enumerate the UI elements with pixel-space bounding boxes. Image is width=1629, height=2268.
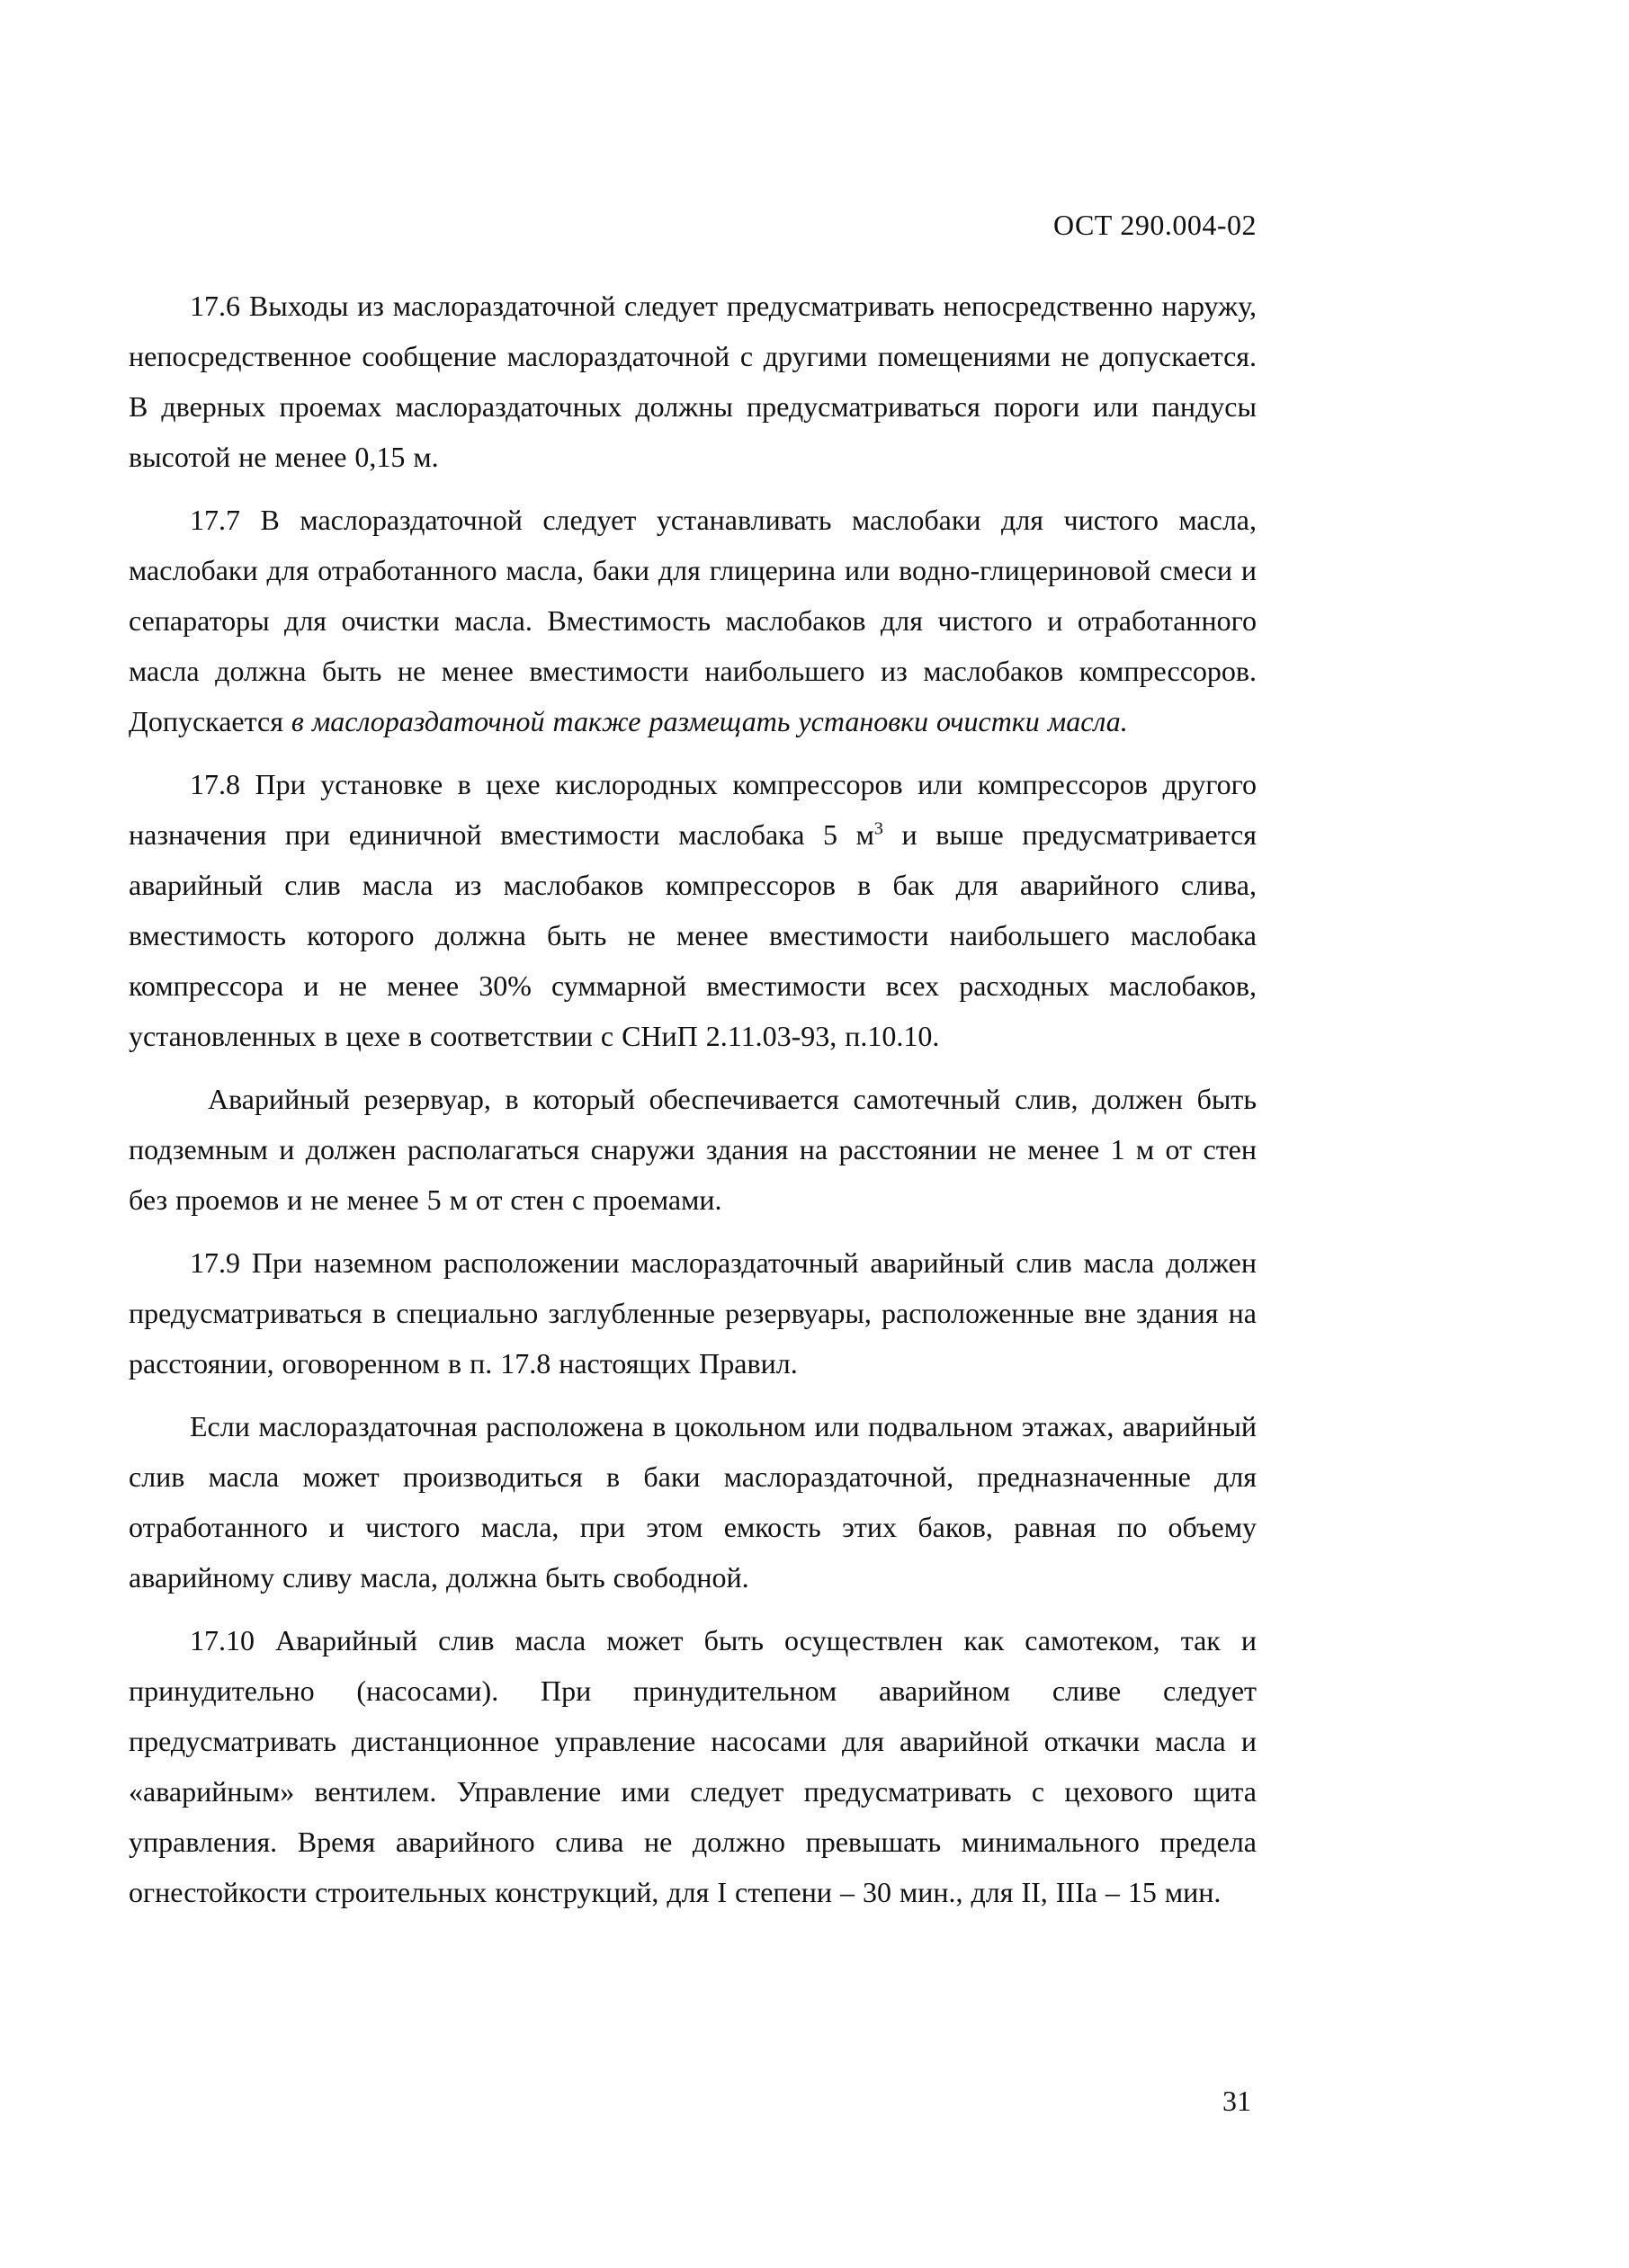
cubic-superscript: 3: [873, 818, 883, 839]
paragraph-17-10: 17.10 Аварийный слив масла может быть осуществлен как самотеком, так и принудительно (насосами). При принудительном аварийном сливе следует предусматривать дистанционное управление насосами для аварийной откачки масла и «аварийным» вентилем. Управление ими следует предусматривать с цехового щита управления. Время аварийного слива не должно превышать минимального предела огнестойкости строительных конструкций, для I степени – 30 мин., для II, IIIa – 15 мин.: [129, 1624, 1257, 1908]
paragraph-17-7-main-text: 17.7 В маслораздаточной следует устанавливать маслобаки для чистого масла, маслобаки для отработанного масла, баки для глицерина или водно-глицериновой смеси и сепараторы для очистки масла. Вместимость маслобаков для чистого и отработанного масла должна быть не менее вместимости наибольшего из маслобаков компрессоров. Допускается: [129, 504, 1257, 737]
paragraph-17-7-emphasis-text: в маслораздаточной также размещать установки очистки масла.: [291, 705, 1128, 737]
paragraph-17-7: [129, 495, 1257, 746]
paragraph-17-8: [129, 759, 1257, 1061]
paragraph-basement-drain: Если маслораздаточная расположена в цокольном или подвальном этажах, аварийный слив масла может производиться в баки маслораздаточной, предназначенные для отработанного и чистого масла, при этом емкость этих баков, равная по объему аварийному сливу масла, должна быть свободной.: [129, 1410, 1257, 1594]
paragraph-17-8-text-after-superscript: и выше предусматривается аварийный слив масла из маслобаков компрессоров в бак для аварийного слива, вместимость которого должна быть не менее вместимости наибольшего маслобака компрессора и не менее 30% суммарной вместимости всех расходных маслобаков, установленных в цехе в соответствии с СНиП 2.11.03-93, п.10.10.: [129, 818, 1258, 1052]
document-code: ОСТ 290.004-02: [1052, 209, 1257, 241]
paragraph-emergency-reservoir: Аварийный резервуар, в который обеспечивается самотечный слив, должен быть подземным и должен располагаться снаружи здания на расстоянии не менее 1 м от стен без проемов и не менее 5 м от стен с проемами.: [129, 1083, 1257, 1216]
paragraph-17-6: 17.6 Выходы из маслораздаточной следует предусматривать непосредственно наружу, непосредственное сообщение маслораздаточной с другими помещениями не допускается. В дверных проемах маслораздаточных должны предусматриваться пороги или пандусы высотой не менее 0,15 м.: [129, 290, 1257, 473]
paragraph-17-9: 17.9 При наземном расположении маслораздаточный аварийный слив масла должен предусматриваться в специально заглубленные резервуары, расположенные вне здания на расстоянии, оговоренном в п. 17.8 настоящих Правил.: [129, 1246, 1257, 1380]
paragraph-17-8-text-before-superscript: 17.8 При установке в цехе кислородных компрессоров или компрессоров другого назначения при единичной вместимости маслобака 5 м: [129, 768, 1257, 851]
page-number: 31: [1222, 2085, 1251, 2117]
document-body: [129, 281, 1257, 1930]
